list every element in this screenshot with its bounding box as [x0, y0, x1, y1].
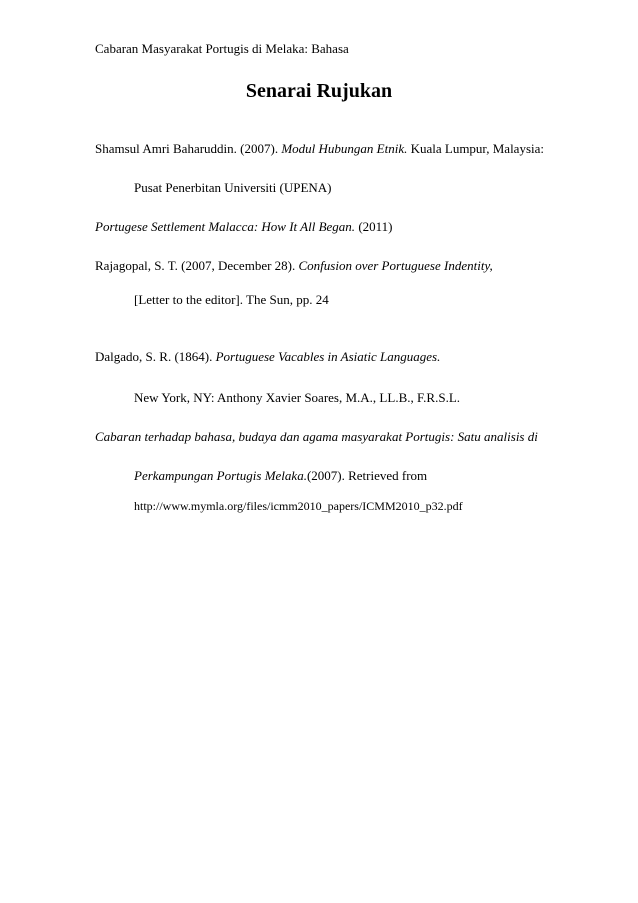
reference-2-year: (2011): [355, 219, 393, 234]
reference-2-line-1: [95, 219, 393, 235]
reference-1-place: Kuala Lumpur, Malaysia:: [407, 141, 545, 156]
reference-1-title: Modul Hubungan Etnik.: [281, 141, 408, 156]
reference-4-author: Dalgado, S. R. (1864).: [95, 349, 216, 364]
reference-5-line-1: Cabaran terhadap bahasa, budaya dan agama masyarakat Portugis: Satu analisis di: [95, 429, 538, 444]
reference-3-author: Rajagopal, S. T. (2007, December 28).: [95, 258, 299, 273]
reference-5-year: (2007). Retrieved from: [306, 468, 428, 483]
reference-3-line-2: [Letter to the editor]. The Sun, pp. 24: [134, 292, 329, 307]
reference-3-title: Confusion over Portuguese Indentity,: [298, 258, 493, 273]
reference-1-line-1: [95, 141, 544, 157]
reference-4-title: Portuguese Vacables in Asiatic Languages.: [215, 349, 441, 364]
reference-5-title: Perkampungan Portugis Melaka.: [134, 468, 307, 483]
reference-3-line-1: [95, 258, 493, 274]
reference-1-author: Shamsul Amri Baharuddin. (2007).: [95, 141, 282, 156]
reference-5-line-2: [134, 468, 427, 484]
reference-4-line-2: New York, NY: Anthony Xavier Soares, M.A., LL.B., F.R.S.L.: [134, 390, 461, 405]
reference-2-title: Portugese Settlement Malacca: How It All Began.: [95, 219, 356, 234]
reference-1-line-2: Pusat Penerbitan Universiti (UPENA): [134, 180, 332, 195]
reference-4-line-1: [95, 349, 440, 365]
reference-5-url[interactable]: http://www.mymla.org/files/icmm2010_papers/ICMM2010_p32.pdf: [134, 499, 463, 513]
running-header: Cabaran Masyarakat Portugis di Melaka: Bahasa: [95, 41, 349, 56]
page-title: Senarai Rujukan: [245, 80, 393, 102]
